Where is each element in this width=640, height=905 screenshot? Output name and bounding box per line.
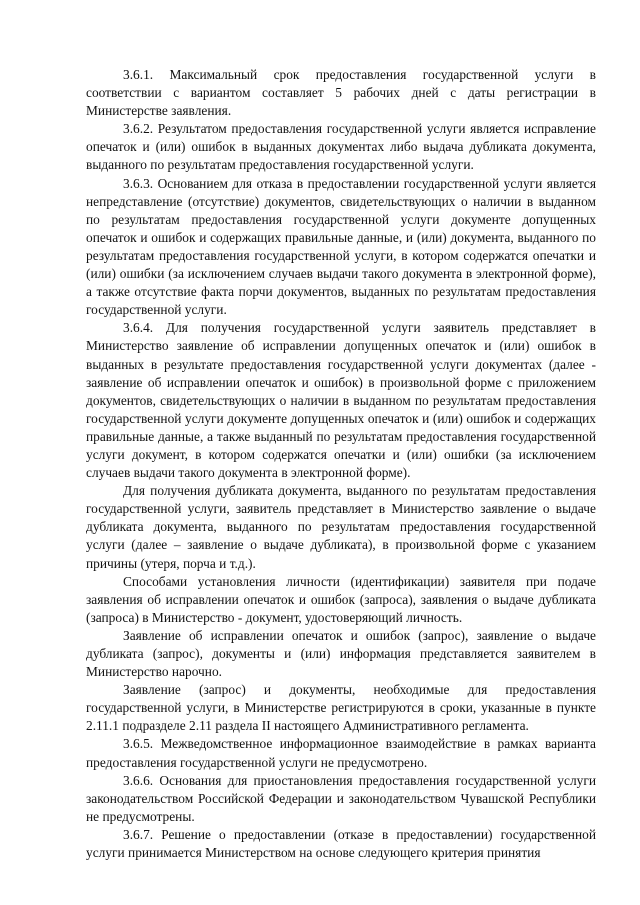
paragraph-submission: Заявление об исправлении опечаток и ошибок (запрос), заявление о выдаче дубликата (запрос), документы и (или) информация представляется заявителем в Министерство нарочно. bbox=[86, 627, 596, 680]
paragraph-3-6-7: 3.6.7. Решение о предоставлении (отказе в предоставлении) государственной услуги принимается Министерством на основе следующего критерия принятия bbox=[86, 826, 596, 861]
paragraph-3-6-5: 3.6.5. Межведомственное информационное взаимодействие в рамках варианта предоставления государственной услуги не предусмотрено. bbox=[86, 736, 596, 770]
paragraph-duplicate: Для получения дубликата документа, выданного по результатам предоставления государственной услуги, заявитель представляет в Министерство заявление о выдаче дубликата документа, выданного по результатам предоставления государственной услуги (далее – заявление о выдаче дубликата), в произвольной форме с указанием причины (утеря, порча и т.д.). bbox=[86, 483, 596, 571]
document-page bbox=[86, 66, 596, 862]
paragraph-3-6-6: 3.6.6. Основания для приостановления предоставления государственной услуги законодательством Российской Федерации и законодательством Чувашской Республики не предусмотрены. bbox=[86, 772, 596, 824]
paragraph-registration: Заявление (запрос) и документы, необходимые для предоставления государственной услуги, в Министерстве регистрируются в сроки, указанные в пункте 2.11.1 подразделе 2.11 раздела II настоящего Административного регламента. bbox=[86, 682, 596, 734]
paragraph-3-6-4: 3.6.4. Для получения государственной услуги заявитель представляет в Министерство заявление об исправлении допущенных опечаток и (или) ошибок в выданных в результате предоставления государственной услуги документах (далее - заявление об исправлении опечаток и ошибок) в произвольной форме с приложением документов, свидетельствующих о наличии в выданном по результатам предоставления государственной услуги документе допущенных опечаток и (или) ошибок и содержащих правильные данные, а также выданный по результатам предоставления государственной услуги документ, в котором содержатся опечатки и (или) ошибки (за исключением случаев выдачи такого документа в электронной форме). bbox=[86, 320, 596, 481]
paragraph-3-6-2: 3.6.2. Результатом предоставления государственной услуги является исправление опечаток и (или) ошибок в выданных документах либо выдача дубликата документа, выданного по результатам предоставления государственной услуги. bbox=[86, 121, 596, 173]
paragraph-3-6-1: 3.6.1. Максимальный срок предоставления государственной услуги в соответствии с вариантом составляет 5 рабочих дней с даты регистрации в Министерстве заявления. bbox=[86, 67, 596, 119]
paragraph-identification: Способами установления личности (идентификации) заявителя при подаче заявления об исправлении опечаток и ошибок (запроса), заявления о выдаче дубликата (запроса) в Министерство - документ, удостоверяющий личность. bbox=[86, 573, 596, 625]
paragraph-3-6-3: 3.6.3. Основанием для отказа в предоставлении государственной услуги является непредставление (отсутствие) документов, свидетельствующих о наличии в выданном по результатам предоставления государственной услуги документе допущенных опечаток и ошибок и содержащих правильные данные, и (или) документа, выданного по результатам предоставления государственной услуги, в котором содержатся опечатки и (или) ошибки (за исключением случаев выдачи такого документа в электронной форме), а также отсутствие факта порчи документов, выданных по результатам предоставления государственной услуги. bbox=[86, 175, 596, 318]
